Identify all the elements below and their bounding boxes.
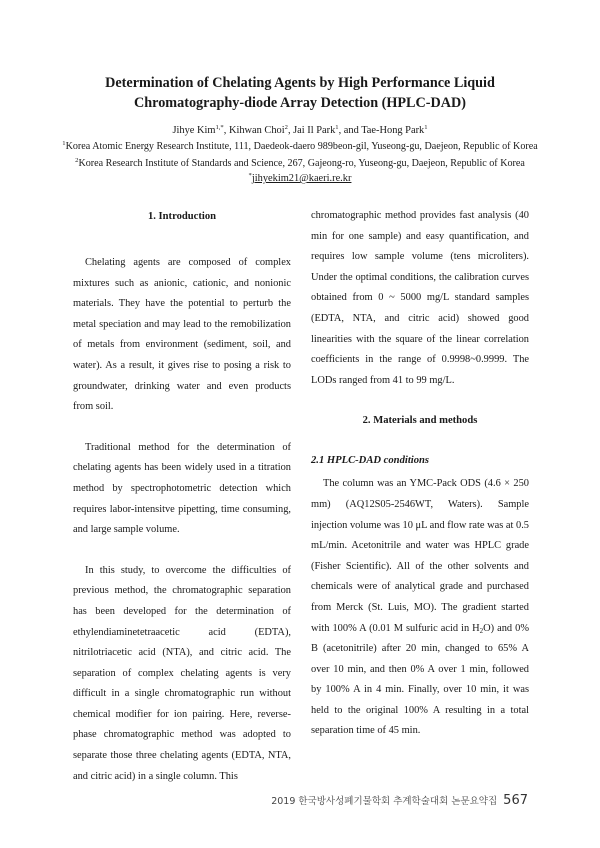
affiliation-mark: 1 bbox=[62, 140, 66, 147]
left-column bbox=[73, 207, 291, 787]
email-link[interactable]: jihyekim21@kaeri.re.kr bbox=[251, 173, 352, 184]
intro-paragraph-2: Traditional method for the determination of chelating agents has been widely used in a titration method by spectrophotometric detection which requires labor-intensitve pipetting, time consuming, and large sample volume. bbox=[73, 441, 291, 536]
page-footer bbox=[271, 789, 528, 809]
paper-title bbox=[40, 73, 560, 113]
page-number: 567 bbox=[503, 793, 528, 808]
author-name: Tae-Hong Park bbox=[361, 125, 425, 136]
affiliation-text: Korea Research Institute of Standards and Science, 267, Gajeong-ro, Yuseong-gu, Daejeon, Republic of Korea bbox=[78, 158, 525, 169]
intro-paragraph-4: chromatographic method provides fast analysis (40 min for one sample) and easy quantification, and requires low sample volume (tens microliters). Under the optimal conditions, the calibration curves obtained from 0 ~ 5000 mg/L standard samples (EDTA, NTA, and citric acid) showed good linearities with the square of the linear correlation coefficients in the range of 0.9998~0.9999. The LODs ranged from 41 to 99 mg/L. bbox=[311, 210, 529, 386]
title-line-1: Determination of Chelating Agents by High Performance Liquid bbox=[105, 75, 495, 91]
intro-paragraph-3: In this study, to overcome the difficulties of previous method, the chromatographic separation has been developed for the determination of ethylendiaminetetraacetic acid (EDTA), nitrilotriacetic acid (NTA), and citric acid. The separation of complex chelating agents is very difficult in a single chromatographic run without chemical modifier for ion pairing. Here, reverse-phase chromatographic method was adopted to separate those three chelating agents (EDTA, NTA, and citric acid) in a single column. This bbox=[73, 564, 291, 782]
methods-text-part-2: O) and 0% B (acetonitrile) after 20 min, changed to 65% A over 10 min, and then 0% A over 1 min, followed by 100% A in 4 min. Finally, over 10 min, it was held to the original 100% A resulting in a total separation time of 45 min. bbox=[311, 622, 529, 737]
intro-paragraph-1: Chelating agents are composed of complex mixtures such as anionic, cationic, and nonionic materials. They have the potential to perturb the metal speciation and may lead to the remobilization of metals from environment (sediment, soil, and water). As a result, it gives rise to posing a risk to groundwater, drinking water and even products from soil. bbox=[73, 257, 291, 413]
author-separator: , and bbox=[338, 125, 362, 136]
water-subscript: 2 bbox=[479, 626, 484, 635]
conference-name: 2019 한국방사성폐기물학회 추계학술대회 논문요약집 bbox=[271, 796, 498, 807]
author-separator: , bbox=[287, 125, 294, 136]
author-affil-mark: 2 bbox=[284, 124, 288, 131]
author-name: Jihye Kim bbox=[172, 125, 216, 136]
affiliation-1 bbox=[40, 140, 560, 154]
affiliation-2 bbox=[40, 157, 560, 171]
affiliation-text: Korea Atomic Energy Research Institute, 111, Daedeok-daero 989beon-gil, Yuseong-gu, Daejeon, Republic of Korea bbox=[65, 141, 538, 152]
author-affil-mark: 1 bbox=[335, 124, 339, 131]
author-name: Jai Il Park bbox=[293, 125, 336, 136]
author-affil-mark: 1 bbox=[424, 124, 428, 131]
methods-paragraph bbox=[311, 474, 529, 742]
author-list bbox=[40, 124, 560, 138]
corresponding-email bbox=[40, 172, 560, 186]
author-separator: , bbox=[223, 125, 229, 136]
corresponding-mark: * bbox=[248, 172, 252, 179]
section-heading-methods: 2. Materials and methods bbox=[362, 415, 478, 427]
author-affil-mark: 1,* bbox=[215, 124, 224, 131]
right-column bbox=[311, 206, 529, 742]
section-heading-introduction: 1. Introduction bbox=[147, 211, 217, 222]
methods-text-part-1: The column was an YMC-Pack ODS (4.6 × 250 mm) (AQ12S05-2546WT, Waters). Sample injection volume was 10 μL and flow rate was at 0.5 mL/min. Acetonitrile and water was HPLC grade (Fisher Scientific). All of the other solvents and chemicals were of analytical grade and purchased from Merck (St. Luis, MO). The gradient started with 100% A (0.01 M sulfuric acid in H bbox=[311, 478, 529, 634]
title-line-2: Chromatography-diode Array Detection (HPLC-DAD) bbox=[134, 95, 466, 111]
author-name: Kihwan Choi bbox=[228, 125, 285, 136]
affiliation-mark: 2 bbox=[75, 157, 79, 164]
subsection-heading-hplc: 2.1 HPLC-DAD conditions bbox=[311, 455, 430, 467]
